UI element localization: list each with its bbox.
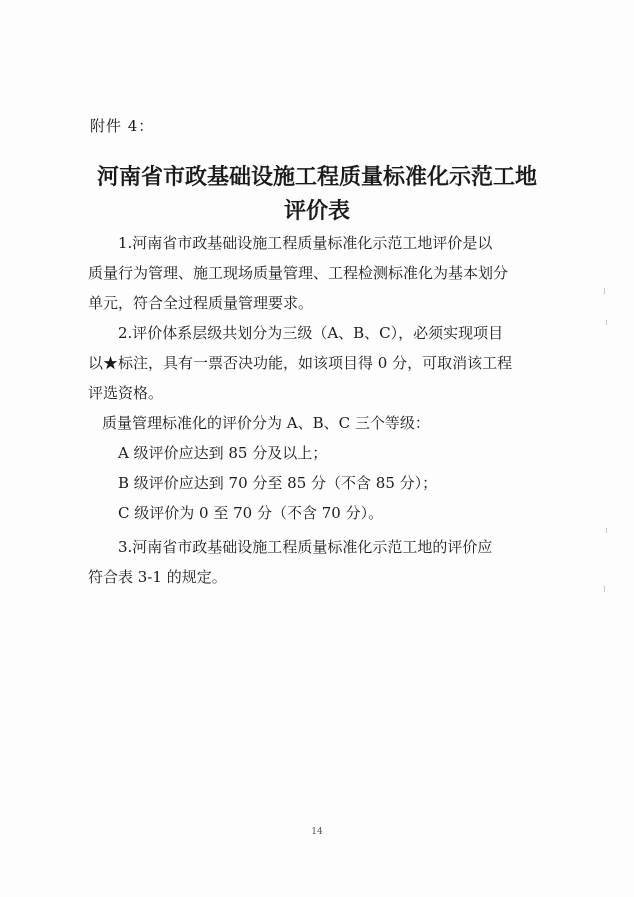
grade-a: A 级评价应达到 85 分及以上； [118, 444, 328, 462]
paragraph-3-line-2: 符合表 3-1 的规定。 [88, 568, 227, 586]
scan-mark [604, 288, 605, 294]
page-number: 14 [311, 827, 323, 837]
grade-c: C 级评价为 0 至 70 分（不含 70 分）。 [118, 504, 384, 522]
paragraph-2-line-2: 以★标注，具有一票否决功能，如该项目得 0 分，可取消该工程 [88, 354, 513, 372]
grade-b: B 级评价应达到 70 分至 85 分（不含 85 分）； [118, 474, 438, 492]
paragraph-3-line-1: 3.河南省市政基础设施工程质量标准化示范工地的评价应 [118, 538, 493, 556]
paragraph-1-line-1: 1.河南省市政基础设施工程质量标准化示范工地评价是以 [118, 234, 493, 252]
document-title-line-2: 评价表 [283, 198, 350, 224]
paragraph-2-line-1: 2.评价体系层级共划分为三级（A、B、C），必须实现项目 [118, 324, 504, 342]
scan-mark [606, 528, 607, 533]
scan-mark [604, 586, 605, 592]
scan-mark [606, 320, 607, 325]
document-title-line-1: 河南省市政基础设施工程质量标准化示范工地 [96, 164, 537, 190]
paragraph-1-line-3: 单元，符合全过程质量管理要求。 [88, 294, 314, 312]
paragraph-1-line-2: 质量行为管理、施工现场质量管理、工程检测标准化为基本划分 [88, 264, 509, 282]
paragraph-2-line-3: 评选资格。 [88, 384, 164, 402]
attachment-label: 附件 4： [90, 117, 155, 135]
grades-intro: 质量管理标准化的评价分为 A、B、C 三个等级： [102, 414, 430, 432]
